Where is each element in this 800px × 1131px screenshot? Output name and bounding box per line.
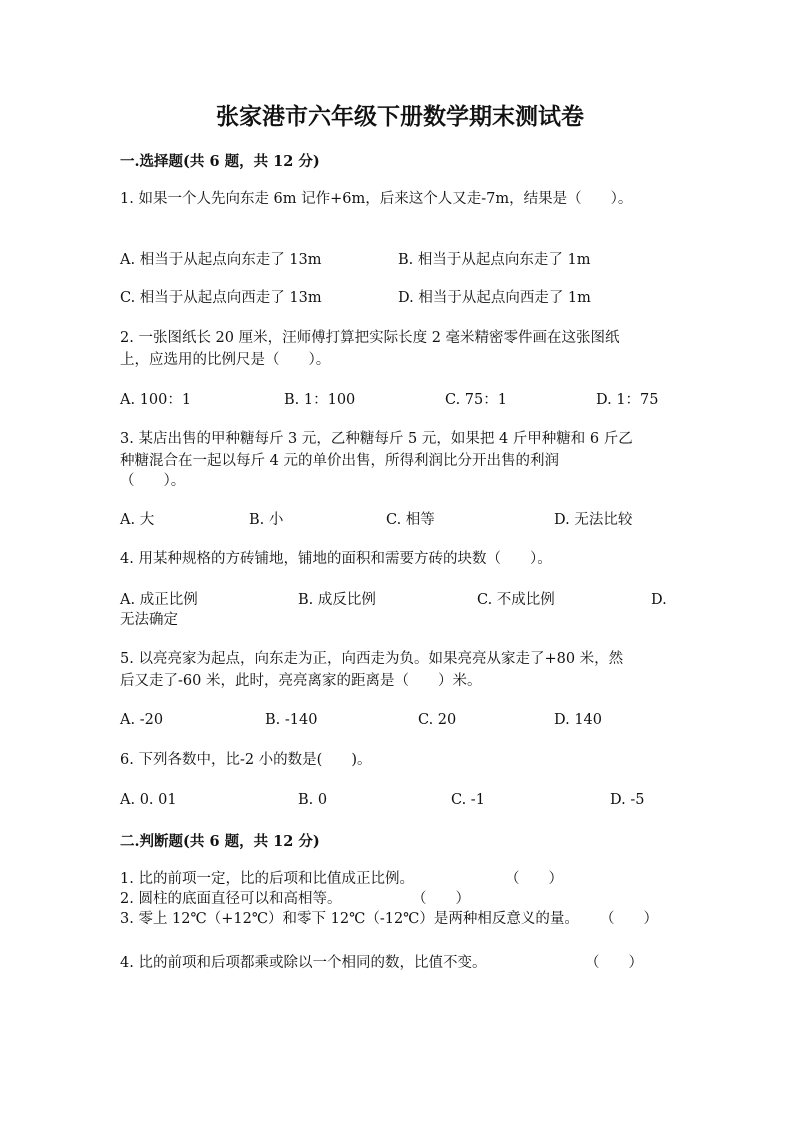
- option-b: B. 0: [298, 792, 328, 808]
- question-stem-line1: 2. 一张图纸长 20 厘米，汪师傅打算把实际长度 2 毫米精密零件画在这张图纸: [120, 330, 620, 346]
- option-c: C. 不成比例: [477, 592, 555, 608]
- option-d: D. 140: [554, 712, 603, 728]
- question-stem: 6. 下列各数中，比-2 小的数是( )。: [120, 752, 372, 768]
- judgement-text: 1. 比的前项一定，比的后项和比值成正比例。: [120, 871, 414, 887]
- option-a: A. 大: [120, 512, 155, 528]
- question-stem: 4. 用某种规格的方砖铺地，铺地的面积和需要方砖的块数（ ）。: [120, 551, 552, 567]
- option-b: B. -140: [265, 712, 318, 728]
- section-heading-choice: 一.选择题(共 6 题，共 12 分): [120, 153, 320, 170]
- question-stem: 1. 如果一个人先向东走 6m 记作+6m，后来这个人又走-7m，结果是（ ）。: [120, 191, 633, 207]
- option-d: D. 无法比较: [554, 512, 633, 528]
- option-a: A. 相当于从起点向东走了 13m: [120, 252, 322, 268]
- question-stem-line2: 后又走了-60 米，此时，亮亮离家的距离是（ ）米。: [120, 673, 482, 689]
- judgement-text: 2. 圆柱的底面直径可以和高相等。: [120, 891, 342, 907]
- question-stem-line3: （ ）。: [120, 473, 186, 489]
- option-c: C. 20: [418, 712, 457, 728]
- answer-parentheses: （ ）: [585, 955, 643, 971]
- option-c: C. 相等: [386, 512, 435, 528]
- option-b: B. 小: [249, 512, 284, 528]
- option-d: D. 1：75: [596, 392, 659, 408]
- question-stem-line2: 上，应选用的比例尺是（ ）。: [120, 352, 331, 368]
- question-stem-line1: 3. 某店出售的甲种糖每斤 3 元，乙种糖每斤 5 元，如果把 4 斤甲种糖和 6 斤乙: [120, 431, 633, 447]
- option-a: A. -20: [120, 712, 164, 728]
- question-stem-line1: 5. 以亮亮家为起点，向东走为正，向西走为负。如果亮亮从家走了+80 米，然: [120, 651, 624, 667]
- answer-parentheses: （ ）: [412, 891, 470, 907]
- answer-parentheses: （ ）: [505, 871, 563, 887]
- option-d: D. 相当于从起点向西走了 1m: [398, 290, 591, 306]
- option-b: B. 相当于从起点向东走了 1m: [398, 252, 591, 268]
- option-b: B. 成反比例: [298, 592, 376, 608]
- answer-parentheses: （ ）: [600, 911, 658, 927]
- option-a: A. 100：1: [120, 392, 192, 408]
- option-d: D. -5: [610, 792, 645, 808]
- option-c: C. -1: [451, 792, 485, 808]
- judgement-text: 3. 零上 12℃（+12℃）和零下 12℃（-12℃）是两种相反意义的量。: [120, 911, 579, 927]
- judgement-text: 4. 比的前项和后项都乘或除以一个相同的数，比值不变。: [120, 955, 487, 971]
- page-title: 张家港市六年级下册数学期末测试卷: [216, 103, 584, 130]
- option-b: B. 1：100: [284, 392, 356, 408]
- section-heading-judgement: 二.判断题(共 6 题，共 12 分): [120, 833, 320, 850]
- option-c: C. 75：1: [445, 392, 507, 408]
- option-c: C. 相当于从起点向西走了 13m: [120, 290, 322, 306]
- option-a: A. 0. 01: [120, 792, 177, 808]
- option-d-text: 无法确定: [120, 612, 178, 628]
- question-stem-line2: 种糖混合在一起以每斤 4 元的单价出售，所得利润比分开出售的利润: [120, 453, 559, 469]
- option-a: A. 成正比例: [120, 592, 198, 608]
- option-d-letter: D.: [651, 592, 667, 608]
